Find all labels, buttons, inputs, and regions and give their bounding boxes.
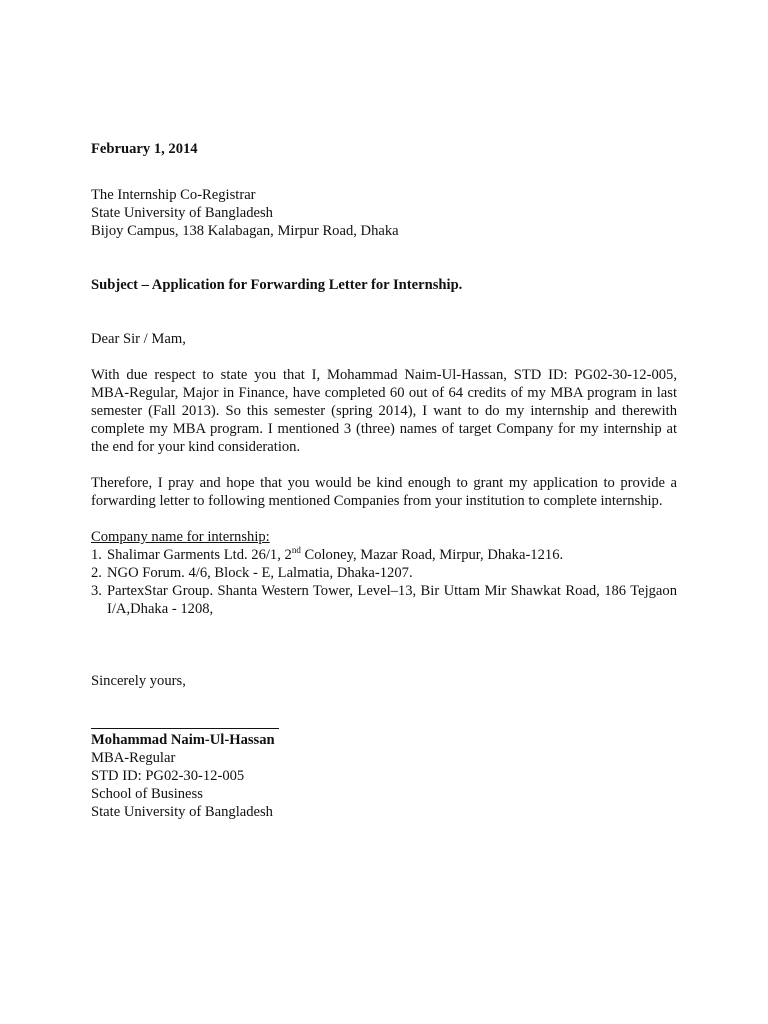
signatory-name: Mohammad Naim-Ul-Hassan — [91, 732, 275, 748]
company-text: Coloney, Mazar Road, Mirpur, Dhaka-1216. — [300, 547, 564, 563]
company-entry: NGO Forum. 4/6, Block - E, Lalmatia, Dhaka-1207. — [107, 565, 413, 581]
body-paragraph: Therefore, I pray and hope that you would be kind enough to grant my application to provide a forwarding letter to following mentioned Companies from your institution to complete internship. — [91, 475, 677, 509]
recipient-line: Bijoy Campus, 138 Kalabagan, Mirpur Road, Dhaka — [91, 223, 399, 239]
closing: Sincerely yours, — [91, 673, 186, 689]
signature-line — [91, 728, 279, 729]
signatory-detail: School of Business — [91, 786, 203, 802]
body-paragraph: With due respect to state you that I, Mohammad Naim-Ul-Hassan, STD ID: PG02-30-12-005, MBA-Regular, Major in Finance, have completed 60 out of 64 credits of my MBA program in last semester (Fall 2013). So this semester (spring 2014), I want to do my internship and therewith complete my MBA program. I mentioned 3 (three) names of target Company for my internship at the end for your kind consideration. — [91, 367, 677, 455]
recipient-address — [91, 186, 677, 240]
signatory-detail: STD ID: PG02-30-12-005 — [91, 768, 245, 784]
company-entry: PartexStar Group. Shanta Western Tower, Level–13, Bir Uttam Mir Shawkat Road, 186 Tejgaon I/A,Dhaka - 1208, — [107, 583, 677, 617]
list-item — [91, 564, 677, 582]
list-number: 2. — [91, 565, 102, 581]
signatory-detail: MBA-Regular — [91, 750, 176, 766]
company-text: Shalimar Garments Ltd. 26/1, 2 — [107, 547, 292, 563]
letter-subject: Subject – Application for Forwarding Letter for Internship. — [91, 277, 463, 293]
recipient-line: The Internship Co-Registrar — [91, 187, 256, 203]
recipient-line: State University of Bangladesh — [91, 205, 273, 221]
letter — [91, 140, 677, 821]
list-item — [91, 582, 677, 618]
ordinal-suffix: nd — [291, 545, 301, 556]
list-number: 3. — [91, 583, 102, 599]
letter-date: February 1, 2014 — [91, 141, 198, 157]
company-entry — [107, 546, 677, 564]
list-item — [91, 546, 677, 564]
list-number: 1. — [91, 547, 102, 563]
company-list — [91, 546, 677, 618]
signatory-detail: State University of Bangladesh — [91, 804, 273, 820]
salutation: Dear Sir / Mam, — [91, 331, 186, 347]
company-list-heading: Company name for internship: — [91, 529, 270, 545]
